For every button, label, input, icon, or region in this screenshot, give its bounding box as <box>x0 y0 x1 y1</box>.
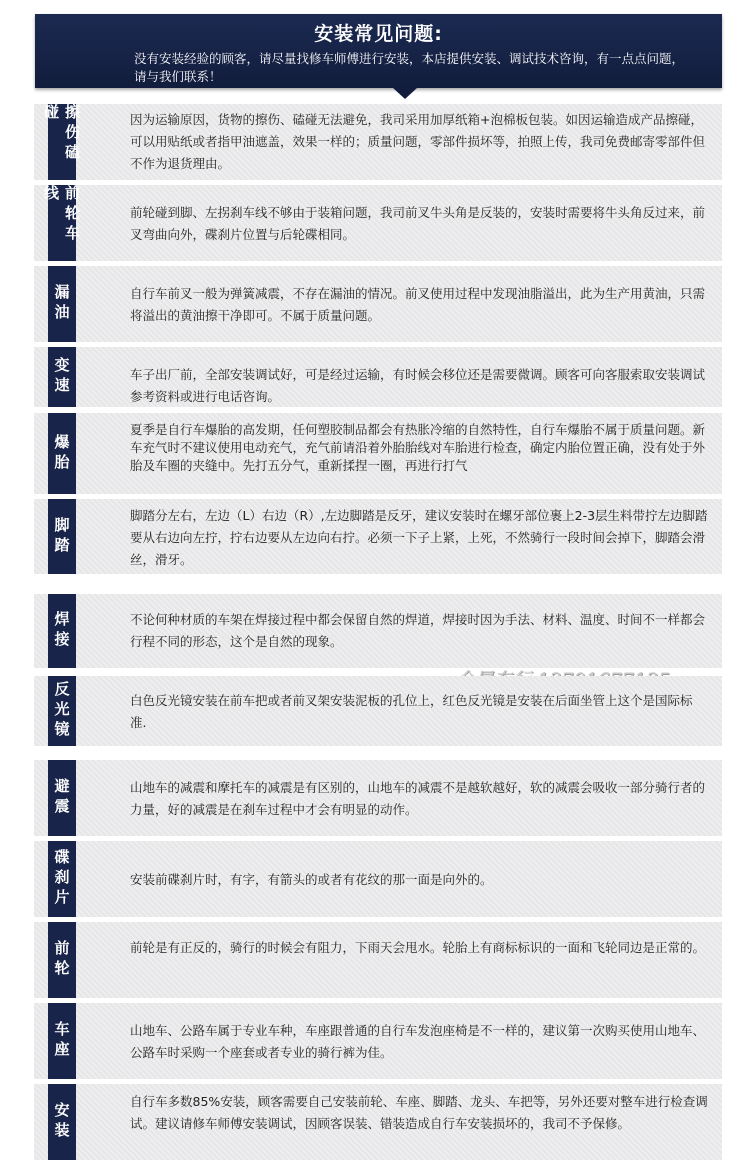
faq-label: 擦伤磕碰 <box>48 104 76 180</box>
faq-item-tire-burst <box>34 413 722 494</box>
faq-label: 安装 <box>48 1084 76 1160</box>
faq-item-scratch <box>34 104 722 180</box>
faq-text: 前轮是有正反的，骑行的时候会有阻力，下雨天会甩水。轮胎上有商标标识的一面和飞轮同边是正常的。 <box>130 940 706 955</box>
faq-label: 前轮 <box>48 922 76 998</box>
faq-text: 山地车、公路车属于专业车种，车座跟普通的自行车发泡座椅是不一样的，建议第一次购买使用山地车、公路车时采购一个座套或者专业的骑行裤为佳。 <box>130 1023 706 1060</box>
faq-label: 避震 <box>48 760 76 836</box>
faq-label: 焊接 <box>48 594 76 668</box>
faq-label: 碟刹片 <box>48 841 76 917</box>
faq-text: 安装前碟刹片时，有字，有箭头的或者有花纹的那一面是向外的。 <box>130 872 493 887</box>
faq-item-pedal <box>34 499 722 574</box>
faq-item-front-wheel-cable <box>34 185 722 261</box>
faq-text: 山地车的减震和摩托车的减震是有区别的，山地车的减震不是越软越好，软的减震会吸收一部分骑行者的力量，好的减震是在刹车过程中才会有明显的动作。 <box>130 780 706 817</box>
faq-text: 前轮碰到脚、左拐刹车线不够由于装箱问题，我司前叉牛头角是反装的，安装时需要将牛头角反过来，前叉弯曲向外，碟刹片位置与后轮碟相同。 <box>130 205 706 242</box>
faq-label: 脚踏 <box>48 499 76 574</box>
faq-item-front-wheel <box>34 922 722 998</box>
faq-label: 前轮车线 <box>48 185 76 261</box>
faq-text: 白色反光镜安装在前车把或者前叉架安装泥板的孔位上，红色反光镜是安装在后面坐管上这个是国际标准. <box>130 693 693 730</box>
page-title: 安装常见问题: <box>314 23 443 45</box>
faq-item-welding <box>34 594 722 668</box>
faq-item-disc-brake <box>34 841 722 917</box>
header-subtitle: 没有安装经验的顾客，请尽量找修车师傅进行安装，本店提供安装、调试技术咨询，有一点点问题，请与我们联系！ <box>134 51 685 84</box>
faq-text: 不论何种材质的车架在焊接过程中都会保留自然的焊道，焊接时因为手法、材料、温度、时间不一样都会行程不同的形态，这个是自然的现象。 <box>130 612 706 649</box>
faq-item-reflector <box>34 676 722 746</box>
faq-text: 车子出厂前，全部安装调试好，可是经过运输，有时候会移位还是需要微调。顾客可向客服索取安装调试参考资料或进行电话咨询。 <box>130 367 706 404</box>
faq-label: 爆胎 <box>48 413 76 494</box>
faq-text: 自行车前叉一般为弹簧减震，不存在漏油的情况。前叉使用过程中发现油脂溢出，此为生产用黄油，只需将溢出的黄油擦干净即可。不属于质量问题。 <box>130 286 706 323</box>
faq-label: 变速 <box>48 347 76 407</box>
faq-label: 漏油 <box>48 266 76 342</box>
header-pointer <box>393 88 417 99</box>
faq-text: 夏季是自行车爆胎的高发期，任何塑胶制品都会有热胀冷缩的自然特性，自行车爆胎不属于质量问题。新车充气时不建议使用电动充气，充气前请沿着外胎胎线对车胎进行检查，确定内胎位置正确，没有处于外胎及车圈的夹缝中。先打五分气，重新揉捏一圈，再进行打气 <box>130 422 706 473</box>
faq-text: 因为运输原因，货物的擦伤、磕碰无法避免，我司采用加厚纸箱+泡棉板包装。如因运输造成产品擦碰，可以用贴纸或者指甲油遮盖，效果一样的；质量问题，零部件损坏等，拍照上传，我司免费邮寄零部件但不作为退货理由。 <box>130 112 706 171</box>
faq-item-seat <box>34 1003 722 1079</box>
faq-item-oil-leak <box>34 266 722 342</box>
faq-item-suspension <box>34 760 722 836</box>
faq-text: 自行车多数85%安装，顾客需要自己安装前轮、车座、脚踏、龙头、车把等，另外还要对整车进行检查调试。建议请修车师傅安装调试，因顾客误装、错装造成自行车安装损坏的，我司不予保修。 <box>130 1094 708 1131</box>
faq-item-installation <box>34 1084 722 1160</box>
faq-label: 反光镜 <box>48 676 76 746</box>
faq-label: 车座 <box>48 1003 76 1079</box>
faq-text: 脚踏分左右，左边（L）右边（R）,左边脚踏是反牙，建议安装时在螺牙部位裹上2-3层生料带拧左边脚踏要从右边向左拧，拧右边要从左边向右拧。必须一下子上紧，上死，不然骑行一段时间会掉下，脚踏会滑丝，滑牙。 <box>130 508 708 567</box>
header-banner <box>35 14 722 88</box>
faq-item-gear-shift <box>34 347 722 407</box>
